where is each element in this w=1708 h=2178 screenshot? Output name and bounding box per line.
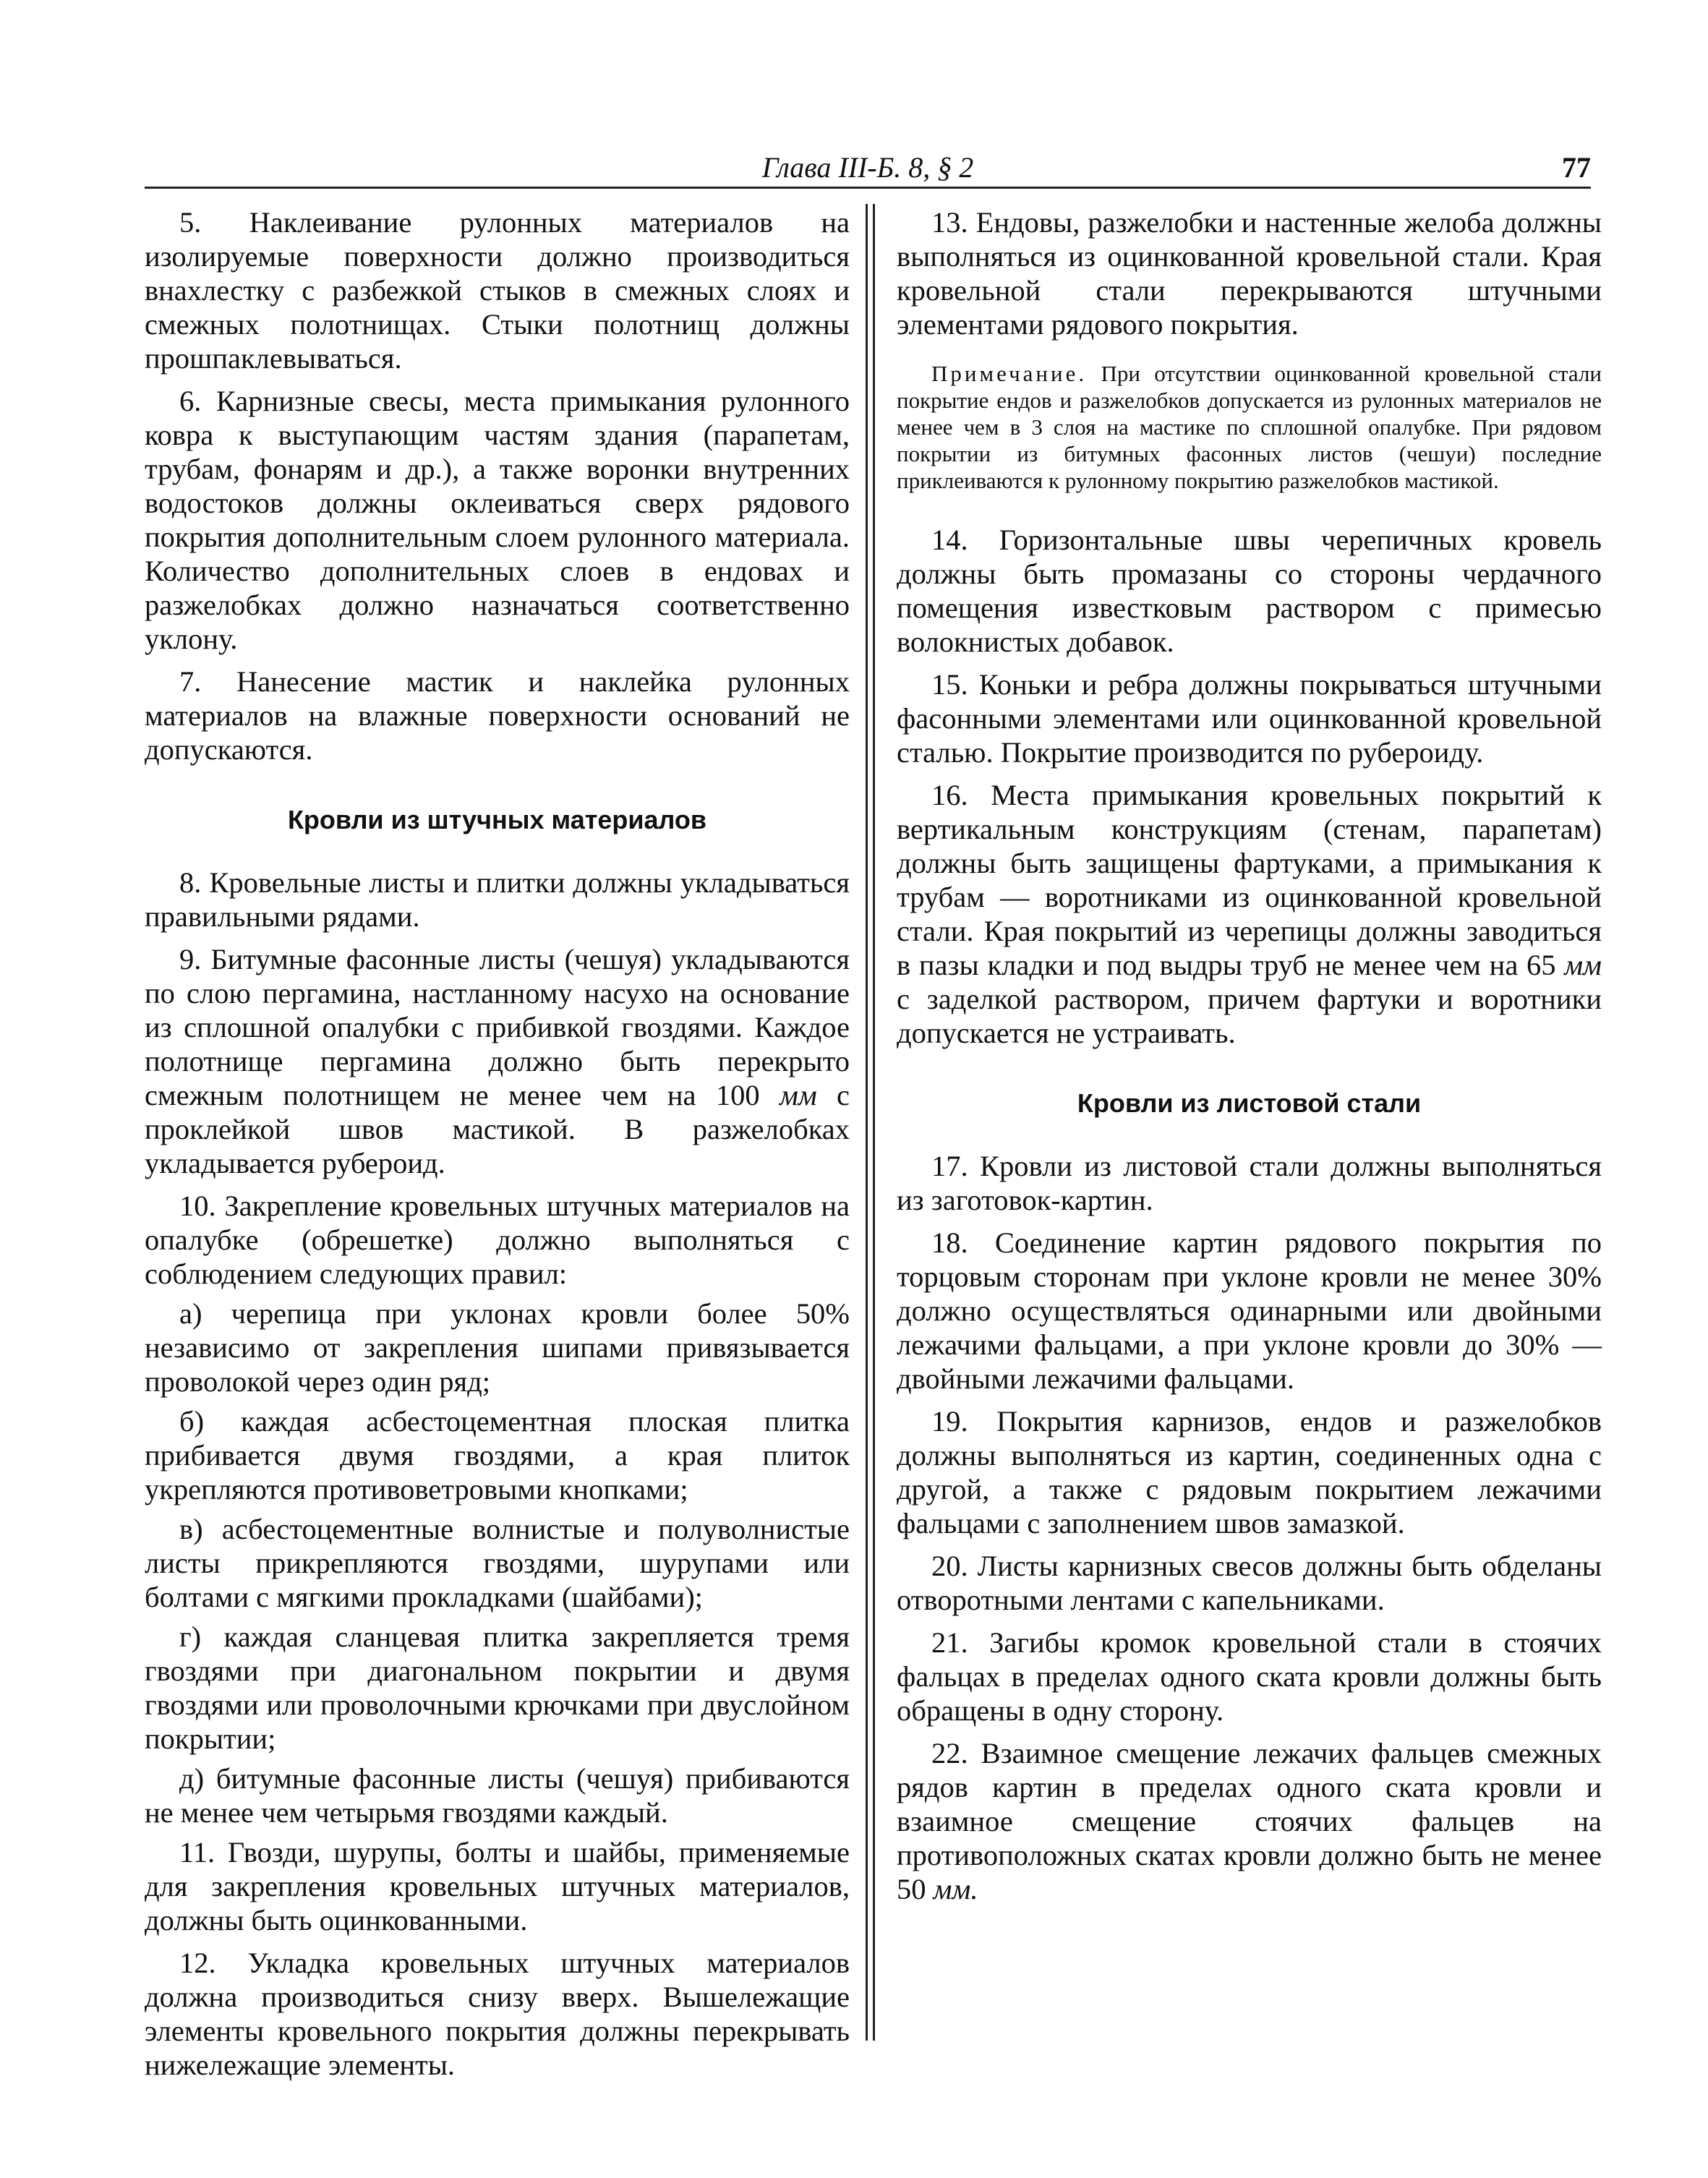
paragraph-11: 11. Гвозди, шурупы, болты и шайбы, применяемые для закрепления кровельных штучных материалов, должны быть оцинкованными. [145, 1836, 850, 1936]
paragraph-6: 6. Карнизные свесы, места примыкания рулонного ковра к выступающим частям здания (парапетам, трубам, фонарям и др.), а также воронки внутренних водостоков должны оклеиваться сверх рядового покрытия дополнительным слоем рулонного материала. Количество дополнительных слоев в ендовах и разжелобках должно назначаться соответственно уклону. [145, 385, 850, 655]
header-rule [145, 187, 1591, 189]
paragraph-8: 8. Кровельные листы и плитки должны укладываться правильными рядами. [145, 866, 850, 933]
paragraph-17: 17. Кровли из листовой стали должны выполняться из заготовок-картин. [897, 1150, 1602, 1216]
paragraph-22-text-a: 22. Взаимное смещение лежачих фальцев смежных рядов картин в пределах одного ската кровли и взаимное смещение стоячих фальцев на противоположных скатах кровли должно быть не менее 50 [897, 1737, 1602, 1905]
paragraph-22 [897, 1736, 1602, 1906]
paragraph-18: 18. Соединение картин рядового покрытия по торцовым сторонам при уклоне кровли не менее 30% должно осуществляться одинарными или двойными лежачими фальцами, а при уклоне кровли до 30% — двойными лежачими фальцами. [897, 1226, 1602, 1395]
paragraph-5: 5. Наклеивание рулонных материалов на изолируемые поверхности должно производиться внахлестку с разбежкой стыков в смежных слоях и смежных полотнищах. Стыки полотнищ должны прошпаклевываться. [145, 206, 850, 375]
unit-mm: мм [779, 1079, 817, 1111]
paragraph-9 [145, 942, 850, 1180]
paragraph-10: 10. Закрепление кровельных штучных материалов на опалубке (обрешетке) должно выполняться с соблюдением следующих правил: [145, 1190, 850, 1290]
page-header [145, 150, 1591, 191]
paragraph-10d: г) каждая сланцевая плитка закрепляется тремя гвоздями при диагональном покрытии и двумя гвоздями или проволочными крючками при двуслойном покрытии; [145, 1620, 850, 1755]
unit-mm: мм [1564, 949, 1602, 981]
paragraph-10b: б) каждая асбестоцементная плоская плитка прибивается двумя гвоздями, а края плиток укрепляются противоветровыми кнопками; [145, 1405, 850, 1506]
paragraph-10a: а) черепица при уклонах кровли более 50% независимо от закрепления шипами привязывается проволокой через один ряд; [145, 1297, 850, 1398]
section-heading-sheet-steel: Кровли из листовой стали [1077, 1088, 1422, 1118]
paragraph-16-text-a: 16. Места примыкания кровельных покрытий к вертикальным конструкциям (стенам, парапетам) должны быть защищены фартуками, а примыкания к трубам — воротниками из оцинкованной кровельной стали. Края покрытий из черепицы должны заводиться в пазы кладки и под выдры труб не менее чем на 65 [897, 779, 1602, 981]
paragraph-13: 13. Ендовы, разжелобки и настенные желоба должны выполняться из оцинкованной кровельной стали. Края кровельной стали перекрываются штучными элементами рядового покрытия. [897, 206, 1602, 341]
paragraph-9-text-a: 9. Битумные фасонные листы (чешуя) укладываются по слою пергамина, настланному насухо на основание из сплошной опалубки с прибивкой гвоздями. Каждое полотнище пергамина должно быть перекрыто смежным полотнищем не менее чем на 100 [145, 943, 850, 1111]
paragraph-20: 20. Листы карнизных свесов должны быть обделаны отворотными лентами с капельниками. [897, 1550, 1602, 1616]
note-text: При отсутствии оцинкованной кровельной стали покрытие ендов и разжелобков допускается из рулонных материалов не менее чем в 3 слоя на мастике по сплошной опалубке. При рядовом покрытии из битумных фасонных листов (чешуи) последние приклеиваются к рулонному покрытию разжелобков мастикой. [897, 361, 1602, 493]
paragraph-16-text-b: с заделкой раствором, причем фартуки и воротники допускается не устраивать. [897, 983, 1602, 1049]
note [897, 360, 1602, 494]
paragraph-14: 14. Горизонтальные швы черепичных кровель должны быть промазаны со стороны чердачного помещения известковым раствором с примесью волокнистых добавок. [897, 524, 1602, 658]
paragraph-12: 12. Укладка кровельных штучных материалов должна производиться снизу вверх. Вышележащие элементы кровельного покрытия должны перекрывать нижележащие элементы. [145, 1947, 850, 2081]
running-title: Глава III-Б. 8, § 2 [761, 151, 974, 184]
paragraph-7: 7. Нанесение мастик и наклейка рулонных материалов на влажные поверхности оснований не допускаются. [145, 665, 850, 766]
paragraph-10e: д) битумные фасонные листы (чешуя) прибиваются не менее чем четырьмя гвоздями каждый. [145, 1762, 850, 1829]
paragraph-9-text-b: с проклейкой швов мастикой. В разжелобках укладывается рубероид. [145, 1079, 850, 1179]
column-divider [866, 204, 875, 2041]
paragraph-15: 15. Коньки и ребра должны покрываться штучными фасонными элементами или оцинкованной кровельной сталью. Покрытие производится по рубероиду. [897, 668, 1602, 769]
unit-mm: мм. [933, 1873, 978, 1905]
paragraph-21: 21. Загибы кромок кровельной стали в стоячих фальцах в пределах одного ската кровли должны быть обращены в одну сторону. [897, 1626, 1602, 1727]
paragraph-16 [897, 778, 1602, 1050]
page-number: 77 [1562, 151, 1591, 184]
paragraph-19: 19. Покрытия карнизов, ендов и разжелобков должны выполняться из картин, соединенных одна с другой, а также с рядовым покрытием лежачими фальцами с заполнением швов замазкой. [897, 1405, 1602, 1539]
paragraph-10c: в) асбестоцементные волнистые и полуволнистые листы прикрепляются гвоздями, шурупами или болтами с мягкими прокладками (шайбами); [145, 1513, 850, 1613]
section-heading-piece-materials: Кровли из штучных материалов [287, 805, 707, 834]
note-label: Примечание. [931, 361, 1088, 386]
right-column [897, 205, 1602, 1915]
left-column [145, 205, 850, 2091]
